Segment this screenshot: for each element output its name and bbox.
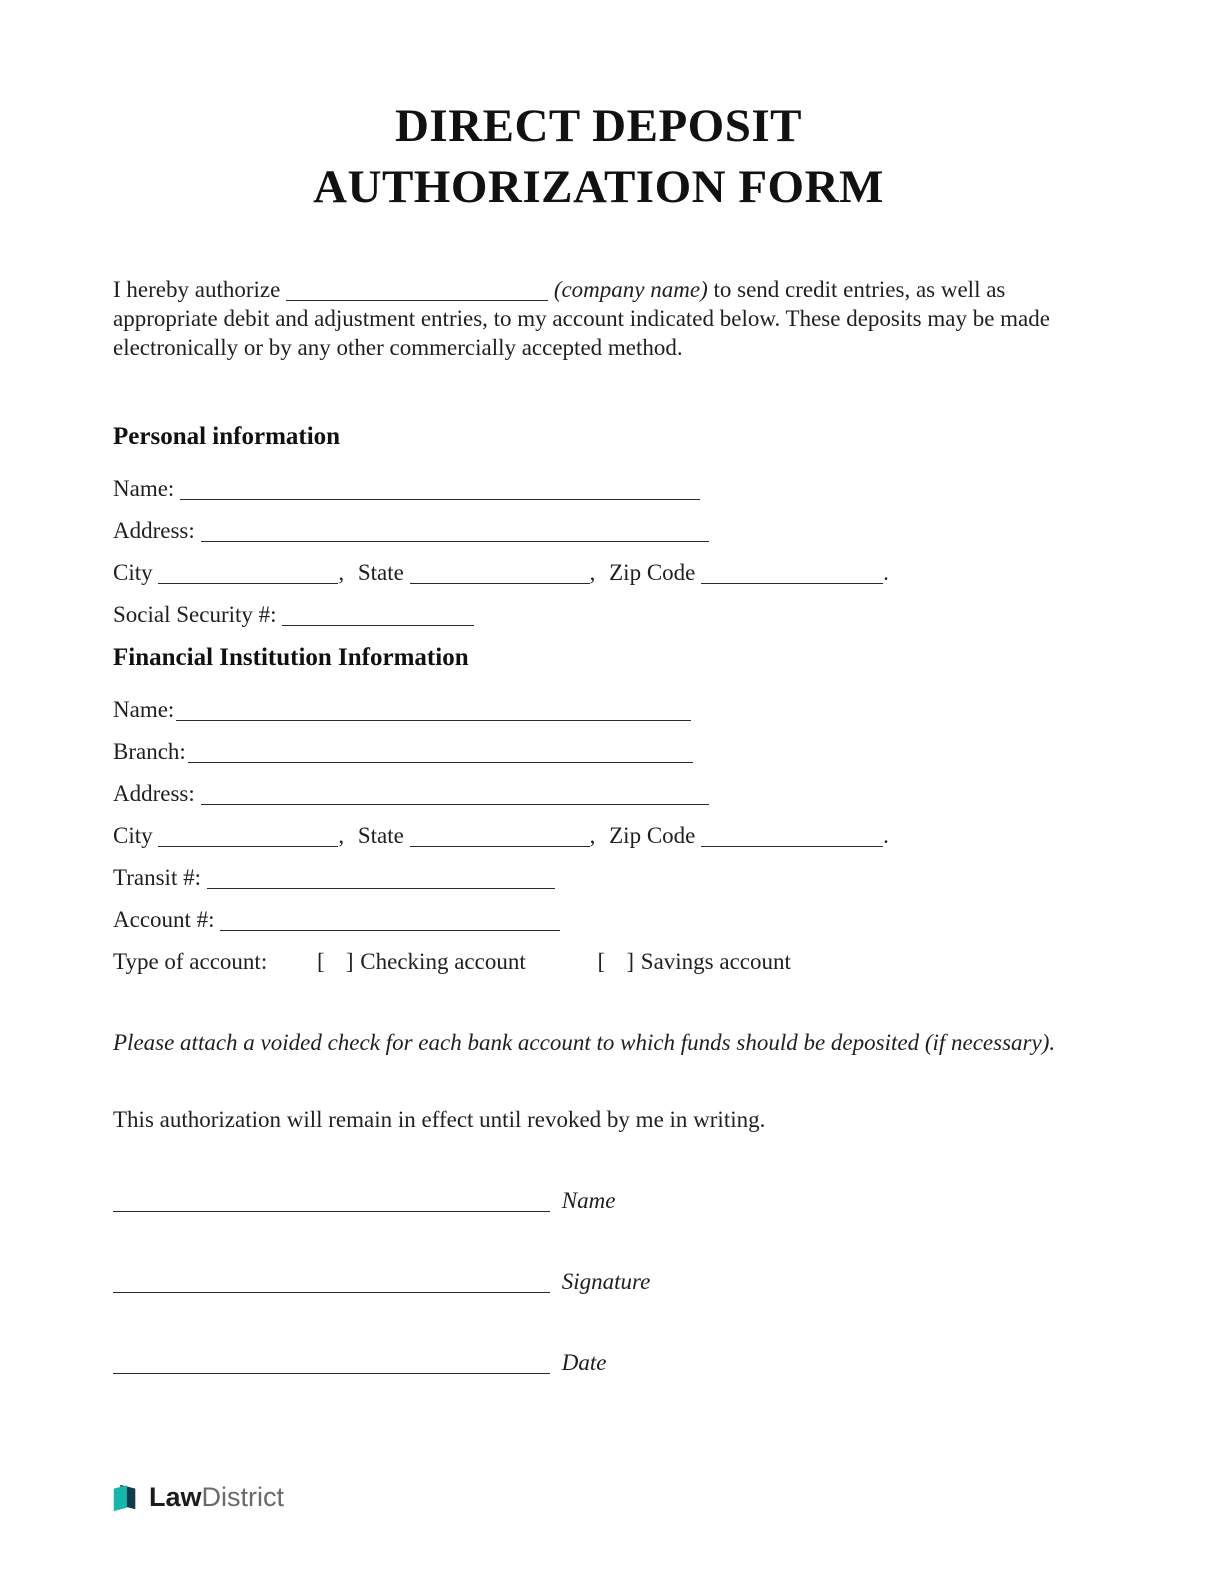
- financial-transit-row: [113, 864, 1084, 893]
- financial-state-label: State: [357, 822, 404, 848]
- financial-address-row: [113, 780, 1084, 809]
- brand-wordmark: [149, 1481, 285, 1512]
- account-type-row: [113, 948, 1084, 977]
- personal-zip-line[interactable]: [701, 583, 883, 584]
- financial-transit-label: Transit #:: [113, 864, 201, 890]
- financial-account-line[interactable]: [220, 930, 560, 931]
- comma-separator: ,: [338, 822, 345, 848]
- personal-name-label: Name:: [113, 475, 175, 501]
- financial-city-label: City: [113, 822, 153, 848]
- financial-name-line[interactable]: [176, 720, 691, 721]
- personal-ssn-line[interactable]: [282, 625, 474, 626]
- company-name-hint: (company name): [553, 277, 708, 303]
- signature-date-row: [113, 1349, 1084, 1378]
- form-title-line2: AUTHORIZATION FORM: [313, 161, 884, 214]
- financial-transit-line[interactable]: [207, 888, 555, 889]
- financial-branch-row: [113, 738, 1084, 767]
- signature-date-line[interactable]: [113, 1373, 550, 1374]
- financial-zip-line[interactable]: [701, 846, 883, 847]
- brand-law-text: Law: [149, 1481, 202, 1512]
- personal-zip-label: Zip Code: [609, 559, 696, 585]
- personal-address-label: Address:: [113, 517, 195, 543]
- signature-signature-label: Signature: [561, 1268, 651, 1294]
- financial-account-row: [113, 906, 1084, 935]
- personal-ssn-row: [113, 601, 1084, 630]
- personal-state-label: State: [357, 559, 404, 585]
- personal-city-label: City: [113, 559, 153, 585]
- personal-city-line[interactable]: [158, 583, 338, 584]
- period-terminator: .: [883, 822, 889, 848]
- signature-name-label: Name: [561, 1187, 616, 1213]
- checking-account-checkbox[interactable]: [ ]: [316, 948, 355, 974]
- signature-name-line[interactable]: [113, 1211, 550, 1212]
- comma-separator: ,: [589, 559, 596, 585]
- financial-city-row: [113, 822, 1084, 851]
- checking-account-label: Checking account: [360, 948, 526, 974]
- company-name-line[interactable]: [286, 300, 548, 301]
- personal-name-row: [113, 475, 1084, 504]
- personal-address-line[interactable]: [201, 541, 709, 542]
- signature-date-label: Date: [561, 1349, 607, 1375]
- intro-paragraph: [113, 276, 1084, 363]
- signature-signature-line[interactable]: [113, 1292, 550, 1293]
- financial-zip-label: Zip Code: [609, 822, 696, 848]
- intro-body-text: to send credit entries, as well as appropriate debit and adjustment entries, to my account indicated below. These deposits may be made electronically or by any other commercially accepted method.: [113, 277, 1050, 361]
- comma-separator: ,: [338, 559, 345, 585]
- account-type-label: Type of account:: [113, 948, 268, 974]
- personal-city-row: [113, 559, 1084, 588]
- financial-branch-label: Branch:: [113, 738, 186, 764]
- period-terminator: .: [883, 559, 889, 585]
- financial-name-label: Name:: [113, 696, 175, 722]
- signature-block: [113, 1187, 1084, 1378]
- financial-address-label: Address:: [113, 780, 195, 806]
- personal-address-row: [113, 517, 1084, 546]
- financial-state-line[interactable]: [410, 846, 590, 847]
- personal-ssn-label: Social Security #:: [113, 601, 277, 627]
- revocation-statement: This authorization will remain in effect until revoked by me in writing.: [113, 1106, 766, 1132]
- brand-district-text: District: [201, 1481, 285, 1512]
- financial-address-line[interactable]: [201, 804, 709, 805]
- footer-brand: [110, 1482, 284, 1512]
- personal-state-line[interactable]: [410, 583, 590, 584]
- financial-account-label: Account #:: [113, 906, 215, 932]
- personal-name-line[interactable]: [180, 499, 700, 500]
- signature-name-row: [113, 1187, 1084, 1216]
- financial-name-row: [113, 696, 1084, 725]
- personal-section-heading: Personal information: [113, 423, 341, 451]
- lawdistrict-logo-icon: [110, 1482, 140, 1512]
- savings-account-checkbox[interactable]: [ ]: [597, 948, 636, 974]
- form-title: [113, 96, 1084, 218]
- intro-lead-text: I hereby authorize: [113, 277, 281, 303]
- voided-check-note: Please attach a voided check for each bank account to which funds should be deposited (if necessary).: [113, 1029, 1056, 1055]
- form-title-line1: DIRECT DEPOSIT: [394, 100, 803, 152]
- signature-signature-row: [113, 1268, 1084, 1297]
- comma-separator: ,: [589, 822, 596, 848]
- financial-section-heading: Financial Institution Information: [113, 644, 469, 672]
- savings-account-label: Savings account: [640, 948, 791, 974]
- financial-city-line[interactable]: [158, 846, 338, 847]
- financial-branch-line[interactable]: [188, 762, 693, 763]
